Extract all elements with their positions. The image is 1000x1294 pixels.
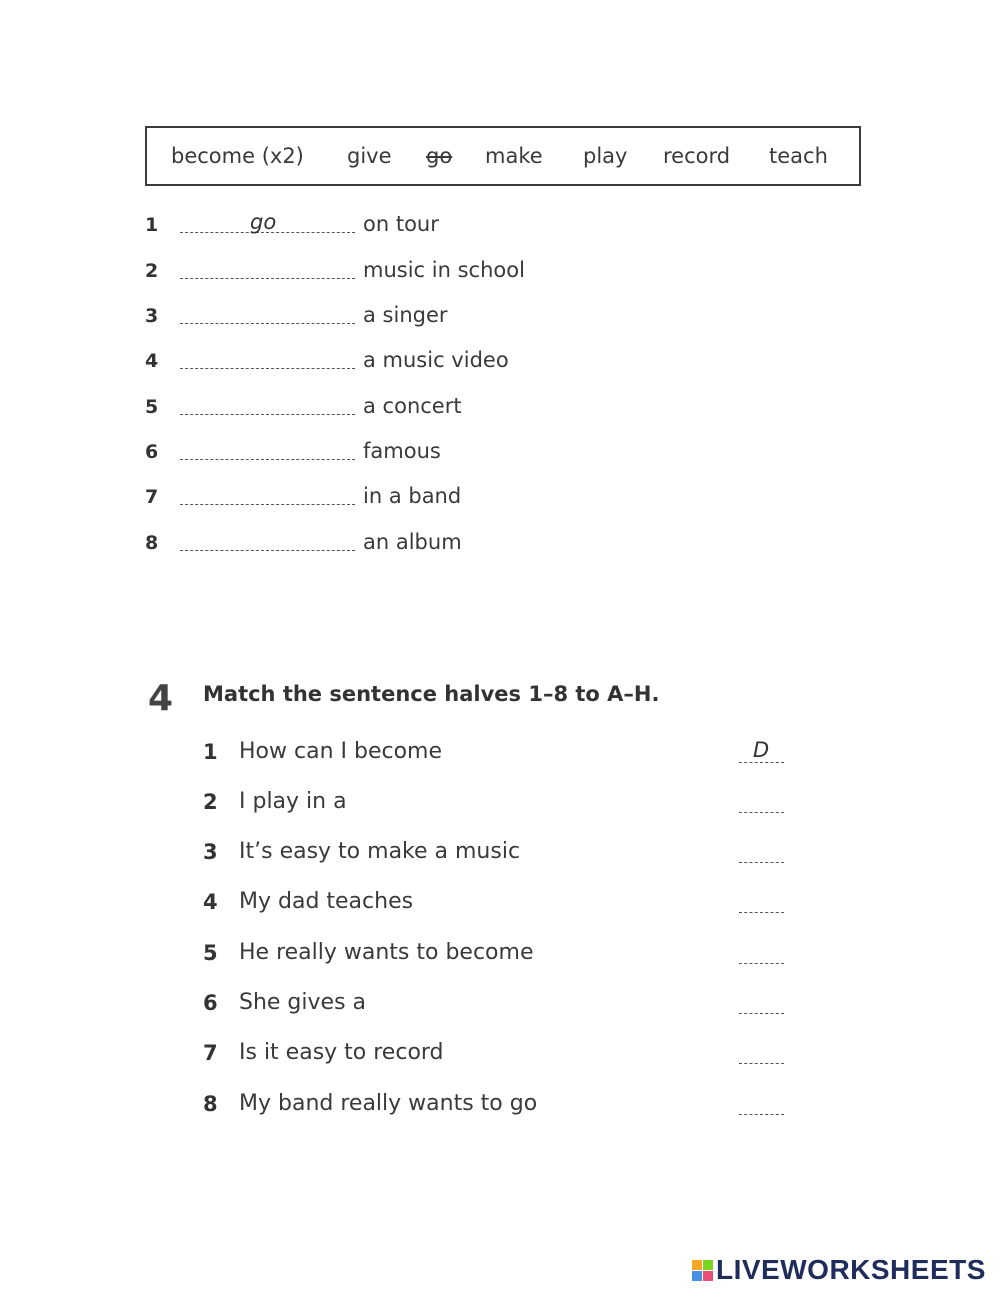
phrase-text: in a band [363,484,462,508]
ex4-item [203,740,803,774]
item-number: 7 [203,1041,218,1065]
word-teach: teach [769,144,828,168]
phrase-text: an album [363,530,462,554]
answer-blank[interactable] [739,862,784,863]
word-go-crossed: go [426,144,453,168]
item-number: 1 [203,740,218,764]
answer-blank[interactable] [739,1114,784,1115]
answer-blank[interactable] [180,323,355,324]
ex4-item [203,1041,803,1075]
logo-square [703,1271,713,1281]
answer-blank[interactable] [739,1013,784,1014]
ex4-item [203,941,803,975]
answer-blank[interactable] [739,963,784,964]
answer-blank[interactable] [180,278,355,279]
exercise-number: 4 [148,678,174,719]
phrase-text: a concert [363,394,462,418]
sentence-half: My band really wants to go [239,1091,538,1116]
logo-text: LIVEWORKSHEETS [716,1254,986,1285]
exercise-instruction: Match the sentence halves 1–8 to A–H. [203,682,660,706]
item-number: 8 [145,532,159,554]
sentence-half: My dad teaches [239,889,414,914]
word-record: record [663,144,731,168]
item-number: 3 [145,305,159,327]
item-number: 6 [203,991,218,1015]
answer-letter: D [753,738,770,762]
sentence-half: I play in a [239,789,347,814]
ex4-item [203,790,803,824]
phrase-text: a music video [363,348,509,372]
logo-square [692,1260,702,1270]
liveworksheets-logo [692,1253,986,1287]
sentence-half: It’s easy to make a music [239,839,521,864]
answer-blank[interactable] [180,459,355,460]
answer-blank[interactable] [739,912,784,913]
logo-mark-icon [692,1260,713,1281]
item-number: 5 [145,396,159,418]
item-number: 5 [203,941,218,965]
answer-blank[interactable] [180,414,355,415]
answer-blank[interactable] [739,762,784,763]
answer-blank[interactable] [180,550,355,551]
answer-blank[interactable] [739,812,784,813]
answer-text: go [250,210,277,234]
word-give: give [347,144,392,168]
word-become: become (x2) [171,144,304,168]
logo-square [692,1271,702,1281]
sentence-half: How can I become [239,739,443,764]
phrase-text: famous [363,439,441,463]
item-number: 7 [145,486,159,508]
item-number: 4 [145,350,159,372]
sentence-half: Is it easy to record [239,1040,444,1065]
ex4-item [203,890,803,924]
answer-blank[interactable] [180,368,355,369]
answer-blank[interactable] [180,504,355,505]
item-number: 6 [145,441,159,463]
item-number: 4 [203,890,218,914]
word-play: play [583,144,628,168]
item-number: 8 [203,1092,218,1116]
ex4-item [203,1092,803,1126]
phrase-text: on tour [363,212,439,236]
item-number: 3 [203,840,218,864]
phrase-text: music in school [363,258,525,282]
phrase-text: a singer [363,303,448,327]
sentence-half: He really wants to become [239,940,534,965]
answer-blank[interactable] [739,1063,784,1064]
sentence-half: She gives a [239,990,367,1015]
ex4-item [203,840,803,874]
word-make: make [485,144,543,168]
logo-square [703,1260,713,1270]
ex4-item [203,991,803,1025]
item-number: 1 [145,214,159,236]
item-number: 2 [203,790,218,814]
word-box [145,126,861,186]
item-number: 2 [145,260,159,282]
